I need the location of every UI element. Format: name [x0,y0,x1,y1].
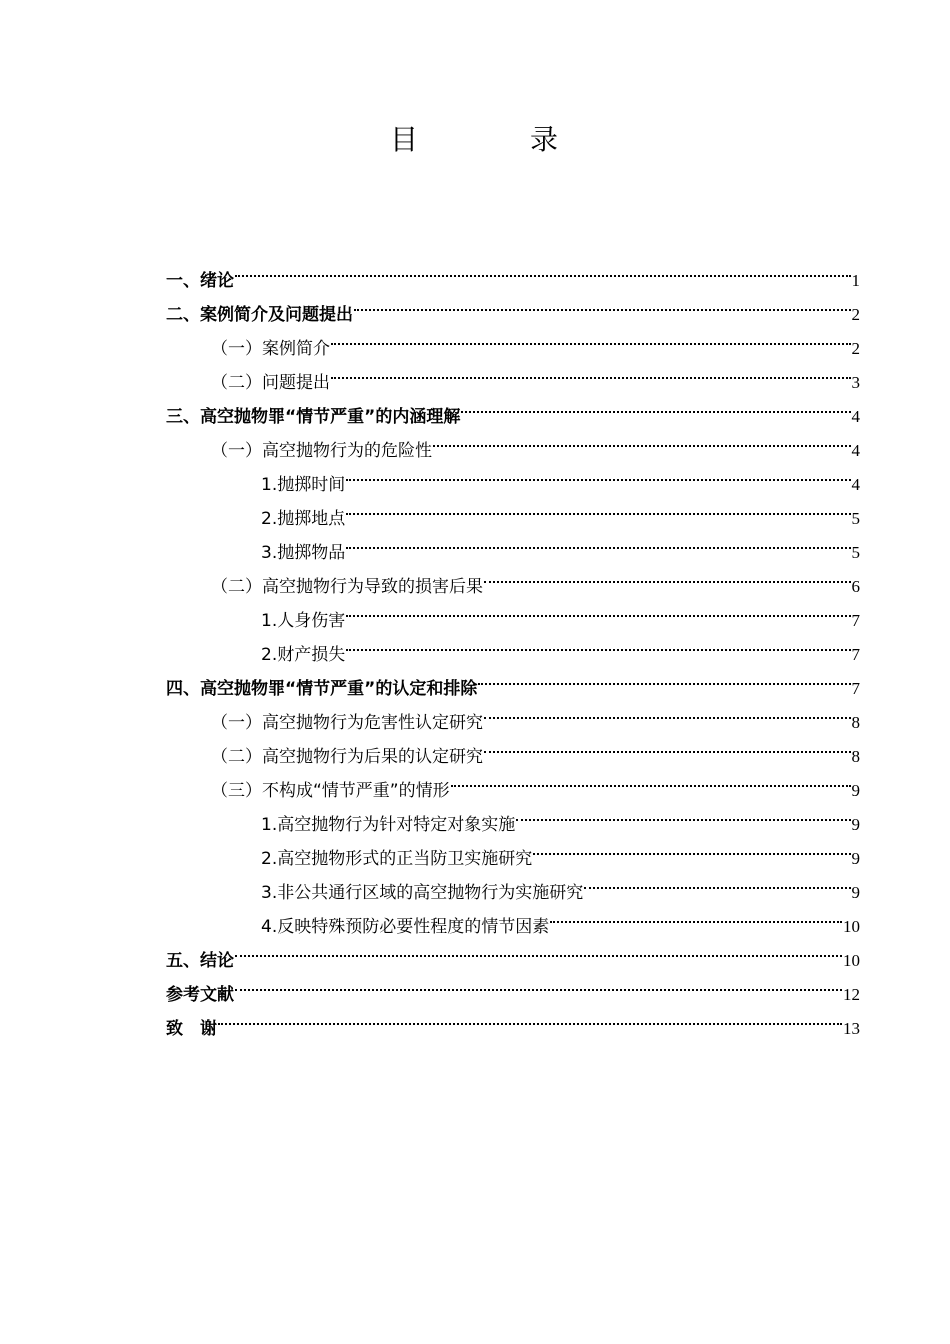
toc-entry-label: （二）高空抛物行为导致的损害后果 [211,570,483,604]
toc-entry[interactable] [166,592,860,631]
toc-entry-page-number: 9 [851,849,860,868]
toc-entry-page-number: 9 [851,815,860,834]
toc-entry[interactable] [166,320,860,359]
toc-entry-page-number: 1 [851,271,860,290]
toc-entry-page-number: 3 [851,373,860,392]
toc-entry[interactable] [166,966,860,1005]
dot-leader [234,966,843,1000]
dot-leader [483,694,852,728]
toc-entry-page-number: 7 [851,611,860,630]
toc-entry-label: （一）高空抛物行为的危险性 [211,434,432,468]
toc-entry-page-number: 10 [843,917,860,936]
toc-entry[interactable] [166,422,860,461]
toc-entry-page-number: 9 [851,781,860,800]
toc-entry[interactable] [166,558,860,597]
toc-entry-page-number: 4 [851,475,860,494]
dot-leader [217,1000,843,1034]
toc-entry-label: 4.反映特殊预防必要性程度的情节因素 [261,910,549,944]
toc-entry-page-number: 13 [843,1019,860,1038]
toc-entry-label: 2.高空抛物形式的正当防卫实施研究 [261,842,532,876]
toc-entry-page-number: 10 [843,951,860,970]
page-title: 目 录 [389,123,600,156]
toc-entry[interactable] [166,660,860,699]
toc-entry[interactable] [166,286,860,325]
dot-leader [353,286,852,320]
toc-entry[interactable] [166,728,860,767]
toc-entry-label: 1.高空抛物行为针对特定对象实施 [261,808,515,842]
toc-entry-label: 1.人身伤害 [261,604,345,638]
toc-entry-label: 2.财产损失 [261,638,345,672]
dot-leader [345,456,851,490]
dot-leader [345,490,851,524]
toc-entry-page-number: 4 [851,441,860,460]
table-of-contents [166,252,860,1039]
toc-entry-label: 3.抛掷物品 [261,536,345,570]
dot-leader [432,422,852,456]
toc-entry[interactable] [166,898,860,937]
toc-entry-label: 1.抛掷时间 [261,468,345,502]
dot-leader [483,558,852,592]
toc-entry-page-number: 12 [843,985,860,1004]
toc-entry[interactable] [166,796,860,835]
dot-leader [450,762,852,796]
toc-entry[interactable] [166,524,860,563]
dot-leader [549,898,843,932]
dot-leader [330,320,852,354]
toc-entry[interactable] [166,354,860,393]
dot-leader [477,660,851,694]
toc-entry[interactable] [166,830,860,869]
toc-entry-page-number: 7 [851,679,860,698]
toc-entry[interactable] [166,490,860,529]
toc-entry-page-number: 7 [851,645,860,664]
toc-entry-label: 四、高空抛物罪“情节严重”的认定和排除 [166,672,477,706]
dot-leader [532,830,851,864]
toc-entry-page-number: 5 [851,543,860,562]
dot-leader [583,864,851,898]
toc-entry-label: （二）问题提出 [211,366,330,400]
dot-leader [345,592,851,626]
toc-entry-page-number: 5 [851,509,860,528]
toc-entry-label: 参考文献 [166,978,234,1012]
dot-leader [234,252,852,286]
dot-leader [330,354,852,388]
dot-leader [483,728,852,762]
toc-entry-label: 3.非公共通行区域的高空抛物行为实施研究 [261,876,583,910]
toc-entry[interactable] [166,626,860,665]
toc-entry-page-number: 2 [851,339,860,358]
dot-leader [460,388,851,422]
toc-entry-page-number: 8 [851,713,860,732]
toc-entry-label: 三、高空抛物罪“情节严重”的内涵理解 [166,400,460,434]
toc-entry[interactable] [166,762,860,801]
toc-entry-label: 一、绪论 [166,264,234,298]
dot-leader [234,932,843,966]
toc-entry-label: 致 谢 [166,1012,217,1046]
toc-entry-label: （二）高空抛物行为后果的认定研究 [211,740,483,774]
toc-entry-label: 五、结论 [166,944,234,978]
toc-entry[interactable] [166,252,860,291]
toc-entry-label: 二、案例简介及问题提出 [166,298,353,332]
toc-entry-page-number: 8 [851,747,860,766]
toc-entry-page-number: 2 [851,305,860,324]
dot-leader [515,796,851,830]
toc-entry[interactable] [166,694,860,733]
toc-entry[interactable] [166,1000,860,1039]
toc-entry-page-number: 9 [851,883,860,902]
toc-entry-label: （一）案例简介 [211,332,330,366]
toc-entry-label: （三）不构成“情节严重”的情形 [211,774,450,808]
toc-entry-label: 2.抛掷地点 [261,502,345,536]
toc-entry[interactable] [166,864,860,903]
dot-leader [345,524,851,558]
toc-entry-page-number: 4 [851,407,860,426]
toc-entry[interactable] [166,388,860,427]
dot-leader [345,626,851,660]
toc-entry-label: （一）高空抛物行为危害性认定研究 [211,706,483,740]
toc-entry-page-number: 6 [851,577,860,596]
toc-entry[interactable] [166,932,860,971]
toc-entry[interactable] [166,456,860,495]
